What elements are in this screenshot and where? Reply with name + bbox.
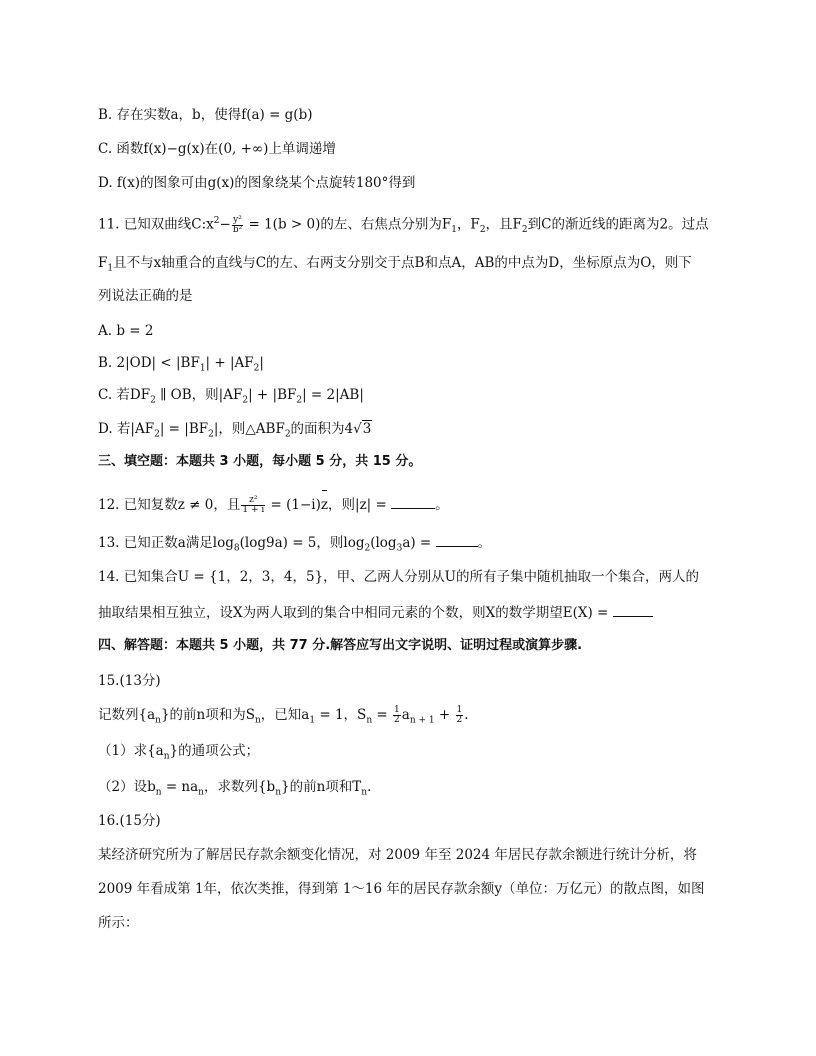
q16-line-1: 某经济研究所为了解居民存款余额变化情况，对 2009 年至 2024 年居民存款余额进行统计分析，将 [98,847,697,863]
q13-line: 13. 已知正数a满足$\log_8(\log 9a) = 5$，则$\log_2(\log_3a)$ = 。 [98,535,492,554]
q16-line-3: 所示： [98,915,139,931]
q15-part-2: （2）设$b_n = na_n$，求数列$\{b_n\}$的前n项和$T_n$. [98,779,372,798]
section-3-heading: 三、填空题：本题共 3 小题，每小题 5 分，共 15 分。 [98,454,422,469]
q11-line-1: 11. 已知双曲线$C:x^2-$ $\frac{\text{y²}}{\text{b²}}$ = 1(b > 0)的左、右焦点分别为$F_1$，$F_2$，且$F_2$到C的渐近线的距离为2。过点 [98,214,709,236]
q14-answer-blank[interactable] [613,604,653,617]
q11-fraction: $\frac{\text{y²}}{\text{b²}}$ [232,214,243,235]
q16-line-2: 2009 年看成第 1年，依次类推，得到第 1～16 年的居民存款余额y（单位：万亿元）的散点图，如图 [98,881,705,897]
q15-half-fraction-1: $\frac{1}{2}$ [394,705,400,725]
q11-option-b: B. $2|OD| < |BF_1| + |AF_2|$ [98,355,264,374]
q16-title: 16.(15分) [98,813,161,829]
q10-option-c: C. 函数f(x)−g(x)在(0, +∞)上单调递增 [98,141,336,157]
section-4-heading: 四、解答题：本题共 5 小题，共 77 分.解答应写出文字说明、证明过程或演算步骤. [98,638,583,653]
z-conjugate: z [320,497,329,513]
q10-option-b: B. 存在实数a，b，使得f(a) = g(b) [98,107,313,123]
q12-answer-blank[interactable] [391,496,435,509]
q15-title: 15.(13分) [98,673,161,689]
q14-line-2: 抽取结果相互独立，设X为两人取到的集合中相同元素的个数，则X的数学期望E(X) = [98,604,653,622]
q11-line-3: 列说法正确的是 [98,288,193,304]
q10-option-d: D. f(x)的图象可由g(x)的图象绕某个点旋转180°得到 [98,175,416,191]
q11-option-a: A. b = 2 [98,323,154,339]
q15-half-fraction-2: $\frac{1}{2}$ [456,705,463,725]
q11-option-d: D. 若$|AF_2| = |BF_2|$，则$\triangle ABF_2$的面积为4√3 [98,421,372,440]
q12-fraction: $\frac{\text{z²}}{1 + i}$ [242,495,265,515]
q11-line-2: $F_1$且不与x轴重合的直线与C的左、右两支分别交于点B和点A，AB的中点为D，坐标原点为O，则下 [98,255,692,274]
q12-line: 12. 已知复数z ≠ 0，且 $\frac{\text{z²}}{1 + i}$ = (1−i)z，则|z| = 。 [98,495,449,515]
q13-answer-blank[interactable] [436,534,478,547]
q15-part-1: （1）求$\{a_n\}$的通项公式； [98,743,260,762]
q14-line-1: 14. 已知集合U = {1，2，3，4，5}，甲、乙两人分别从U的所有子集中随机抽取一个集合，两人的 [98,569,700,585]
q15-statement: 记数列$\{a_n\}$的前n项和为$S_n$，已知$a_1 = 1$，$S_n$ = $\frac{1}{2}$ $a_{n + 1}$ + $\frac{1}{2}$ . [98,705,469,726]
q11-option-c: C. 若$DF_2$ ∥ OB，则$|AF_2| + |BF_2| = 2|AB|$ [98,387,364,406]
